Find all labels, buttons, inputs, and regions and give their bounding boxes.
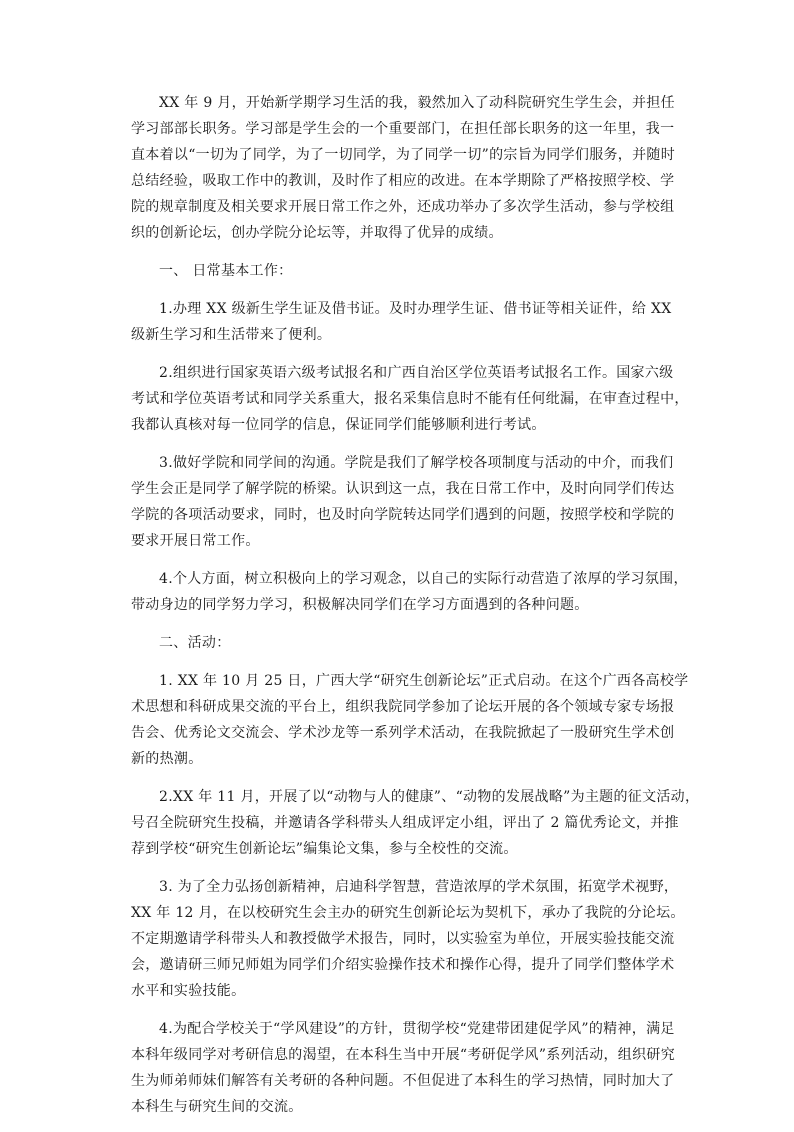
text-line: XX 年 12 月，在以校研究生会主办的研究生创新论坛为契机下，承办了我院的分论坛。 <box>131 905 685 921</box>
text-line: 学生会正是同学了解学院的桥梁。认识到这一点，我在日常工作中，及时向同学们传达 <box>131 481 675 497</box>
text-line: 本科生与研究生间的交流。 <box>131 1099 303 1115</box>
text-line: 我都认真核对每一位同学的信息，保证同学们能够顺利进行考试。 <box>131 417 546 433</box>
text-line: 学院的各项活动要求，同时，也及时向学院转达同学们遇到的问题，按照学校和学院的 <box>131 507 675 523</box>
text-line: 2.XX 年 11 月，开展了以“动物与人的健康”、“动物的发展战略”为主题的征文活动， <box>159 789 700 805</box>
paragraph-activity-4 <box>131 1016 676 1120</box>
text-line: 新的热潮。 <box>131 751 203 767</box>
paragraph-activity-3 <box>131 874 685 1004</box>
paragraph-activity-2 <box>131 784 700 862</box>
text-line: 3.做好学院和同学间的沟通。学院是我们了解学校各项制度与活动的中介，而我们 <box>159 455 674 471</box>
text-line: 织的创新论坛，创办学院分论坛等，并取得了优异的成绩。 <box>131 225 503 241</box>
intro-paragraph <box>131 90 676 246</box>
text-line: 1.办理 XX 级新生学生证及借书证。及时办理学生证、借书证等相关证件，给 XX <box>159 301 672 317</box>
paragraph-daily-1 <box>131 296 672 348</box>
text-line: 院的规章制度及相关要求开展日常工作之外，还成功举办了多次学生活动，参与学校组 <box>131 199 675 215</box>
text-line: 学习部部长职务。学习部是学生会的一个重要部门，在担任部长职务的这一年里，我一 <box>131 121 675 137</box>
text-line: 考试和学位英语考试和同学关系重大，报名采集信息时不能有任何纰漏，在审查过程中， <box>131 391 689 407</box>
paragraph-daily-4 <box>131 566 688 618</box>
text-line: 术思想和科研成果交流的平台上，组织我院同学参加了论坛开展的各个领域专家专场报 <box>131 699 675 715</box>
text-line: 直本着以“一切为了同学，为了一切同学，为了同学一切”的宗旨为同学们服务，并随时 <box>131 147 676 163</box>
text-line: 要求开展日常工作。 <box>131 533 260 549</box>
paragraph-daily-3 <box>131 450 675 554</box>
paragraph-daily-2 <box>131 360 689 438</box>
text-line: 4.为配合学校关于“学风建设”的方针，贯彻学校“党建带团建促学风”的精神，满足 <box>159 1021 675 1037</box>
text-line: 不定期邀请学科带头人和教授做学术报告，同时，以实验室为单位，开展实验技能交流 <box>131 931 675 947</box>
text-line: 会，邀请研三师兄师姐为同学们介绍实验操作技术和操作心得，提升了同学们整体学术 <box>131 957 675 973</box>
text-line: 级新生学习和生活带来了便利。 <box>131 327 332 343</box>
text-line: 4.个人方面，树立积极向上的学习观念，以自己的实际行动营造了浓厚的学习氛围， <box>159 571 688 587</box>
text-line: 总结经验，吸取工作中的教训，及时作了相应的改进。在本学期除了严格按照学校、学 <box>131 173 675 189</box>
text-line: 3. 为了全力弘扬创新精神，启迪科学智慧，营造浓厚的学术氛围，拓宽学术视野， <box>159 879 679 895</box>
text-line: 荐到学校“研究生创新论坛”编集论文集，参与全校性的交流。 <box>131 841 518 857</box>
section-heading-activities: 二、活动： <box>159 635 231 651</box>
text-line: 告会、优秀论文交流会、学术沙龙等一系列学术活动，在我院掀起了一股研究生学术创 <box>131 725 675 741</box>
text-line: 1. XX 年 10 月 25 日，广西大学“研究生创新论坛”正式启动。在这个广西各高校学 <box>159 673 689 689</box>
text-line: XX 年 9 月，开始新学期学习生活的我，毅然加入了动科院研究生学生会，并担任 <box>159 95 675 111</box>
text-line: 生为师弟师妹们解答有关考研的各种问题。不但促进了本科生的学习热情，同时加大了 <box>131 1073 675 1089</box>
section-heading-daily-work: 一、 日常基本工作： <box>159 263 293 279</box>
text-line: 本科年级同学对考研信息的渴望，在本科生当中开展“考研促学风”系列活动，组织研究 <box>131 1047 676 1063</box>
text-line: 2.组织进行国家英语六级考试报名和广西自治区学位英语考试报名工作。国家六级 <box>159 365 674 381</box>
text-line: 号召全院研究生投稿，并邀请各学科带头人组成评定小组，评出了 2 篇优秀论文，并推 <box>131 815 679 831</box>
text-line: 带动身边的同学努力学习，积极解决同学们在学习方面遇到的各种问题。 <box>131 597 589 613</box>
text-line: 水平和实验技能。 <box>131 983 246 999</box>
document-page <box>131 90 700 1132</box>
paragraph-activity-1 <box>131 668 689 772</box>
